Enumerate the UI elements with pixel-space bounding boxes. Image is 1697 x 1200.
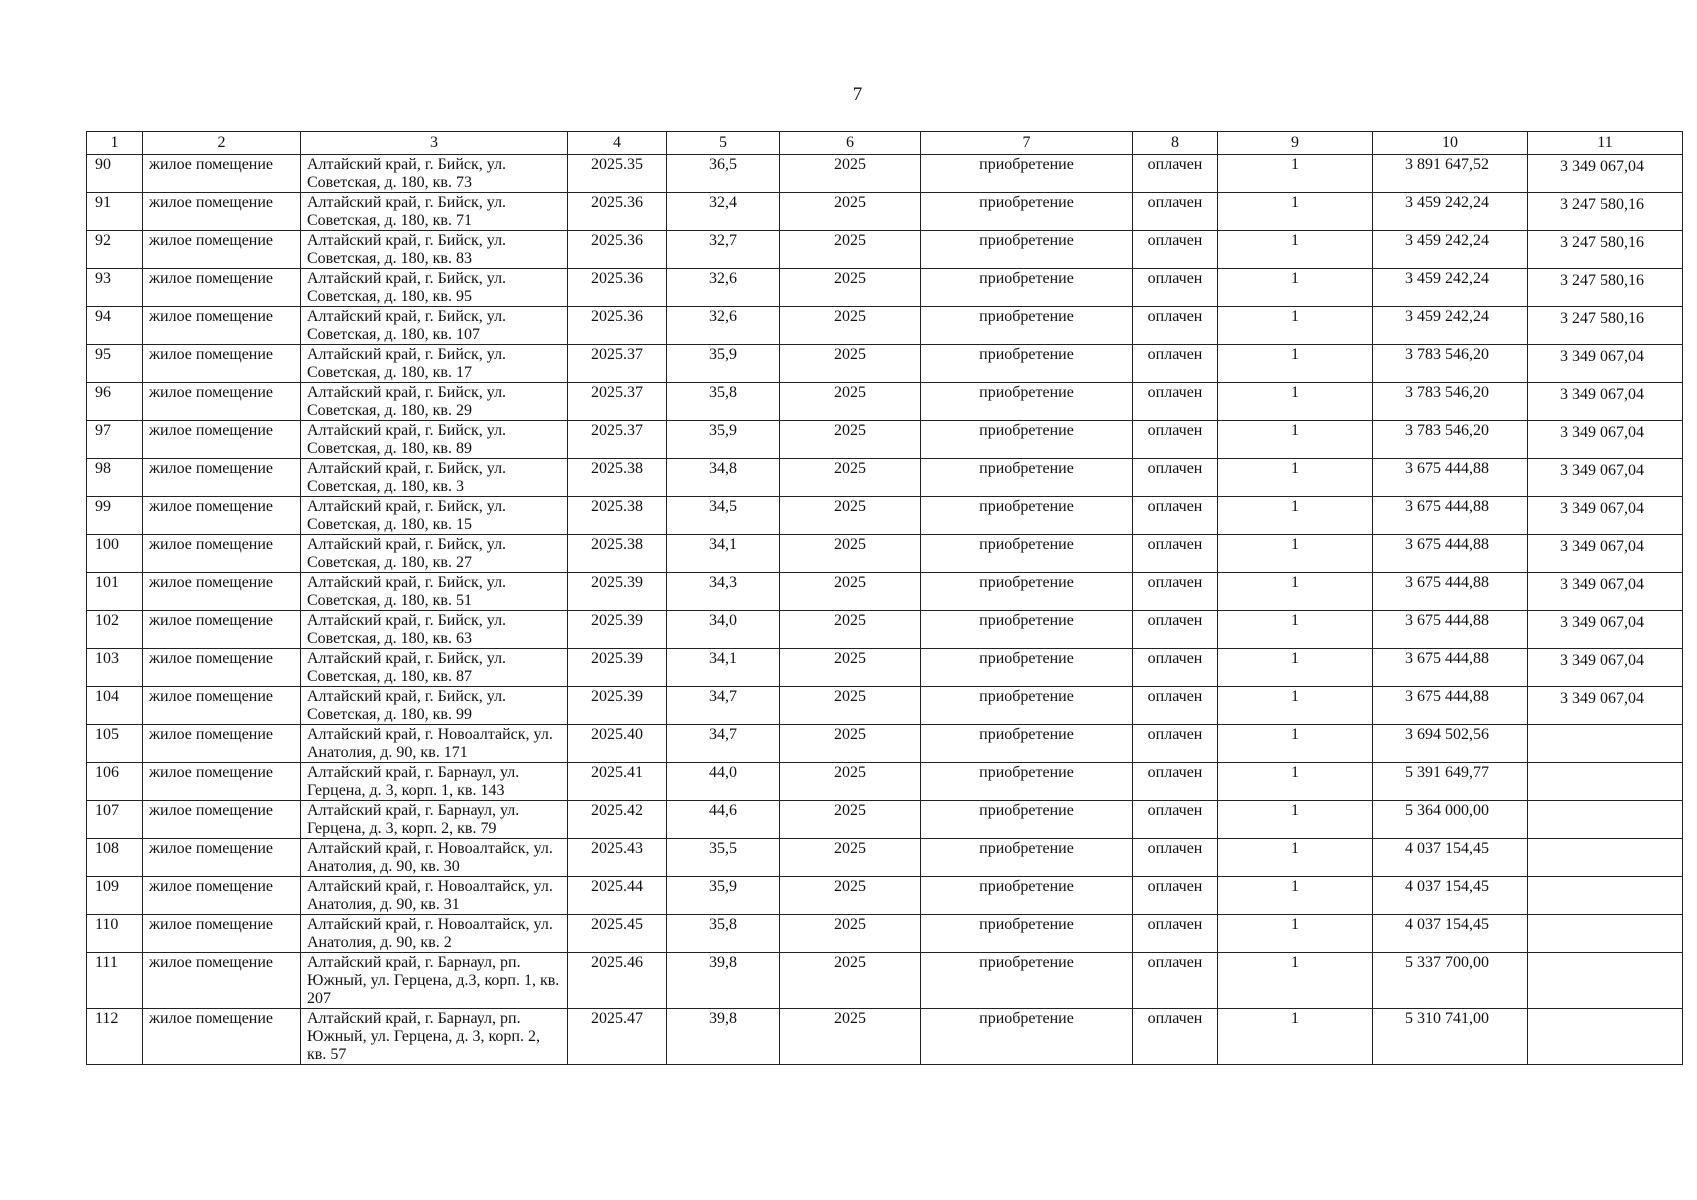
cell-status: оплачен — [1133, 383, 1218, 421]
cell-status: оплачен — [1133, 345, 1218, 383]
cell-amount-2: 3 349 067,04 — [1528, 649, 1683, 687]
cell-property-type: жилое помещение — [143, 839, 301, 877]
cell-method: приобретение — [921, 535, 1133, 573]
cell-quantity: 1 — [1218, 193, 1373, 231]
cell-number: 98 — [87, 459, 143, 497]
cell-property-type: жилое помещение — [143, 763, 301, 801]
cell-year: 2025 — [780, 877, 921, 915]
cell-amount-2 — [1528, 953, 1683, 1009]
header-row — [87, 132, 1683, 155]
cell-amount-2: 3 247 580,16 — [1528, 307, 1683, 345]
cell-year: 2025 — [780, 839, 921, 877]
cell-area: 34,3 — [667, 573, 780, 611]
cell-number: 91 — [87, 193, 143, 231]
cell-year: 2025 — [780, 231, 921, 269]
table-row — [87, 915, 1683, 953]
cell-area: 32,6 — [667, 307, 780, 345]
cell-quantity: 1 — [1218, 877, 1373, 915]
cell-quantity: 1 — [1218, 1009, 1373, 1065]
cell-property-type: жилое помещение — [143, 1009, 301, 1065]
table-row — [87, 649, 1683, 687]
cell-amount-1: 3 783 546,20 — [1373, 345, 1528, 383]
cell-amount-1: 3 891 647,52 — [1373, 155, 1528, 193]
table-header — [87, 132, 1683, 155]
cell-amount-1: 5 337 700,00 — [1373, 953, 1528, 1009]
cell-quantity: 1 — [1218, 307, 1373, 345]
header-col-1: 1 — [87, 132, 143, 155]
cell-amount-2: 3 349 067,04 — [1528, 383, 1683, 421]
cell-status: оплачен — [1133, 535, 1218, 573]
cell-code: 2025.39 — [568, 573, 667, 611]
cell-address: Алтайский край, г. Бийск, ул. Советская, д. 180, кв. 17 — [301, 345, 568, 383]
cell-area: 35,5 — [667, 839, 780, 877]
cell-number: 92 — [87, 231, 143, 269]
cell-number: 112 — [87, 1009, 143, 1065]
cell-number: 106 — [87, 763, 143, 801]
cell-code: 2025.41 — [568, 763, 667, 801]
cell-status: оплачен — [1133, 231, 1218, 269]
table-row — [87, 345, 1683, 383]
cell-amount-1: 3 459 242,24 — [1373, 193, 1528, 231]
cell-number: 93 — [87, 269, 143, 307]
cell-amount-2: 3 349 067,04 — [1528, 535, 1683, 573]
cell-quantity: 1 — [1218, 459, 1373, 497]
cell-year: 2025 — [780, 801, 921, 839]
cell-method: приобретение — [921, 269, 1133, 307]
cell-property-type: жилое помещение — [143, 649, 301, 687]
cell-number: 111 — [87, 953, 143, 1009]
cell-amount-2 — [1528, 915, 1683, 953]
cell-address: Алтайский край, г. Бийск, ул. Советская, д. 180, кв. 63 — [301, 611, 568, 649]
cell-property-type: жилое помещение — [143, 421, 301, 459]
cell-amount-1: 3 675 444,88 — [1373, 497, 1528, 535]
cell-method: приобретение — [921, 801, 1133, 839]
cell-address: Алтайский край, г. Бийск, ул. Советская, д. 180, кв. 89 — [301, 421, 568, 459]
cell-code: 2025.36 — [568, 269, 667, 307]
cell-address: Алтайский край, г. Барнаул, рп. Южный, ул. Герцена, д.3, корп. 1, кв. 207 — [301, 953, 568, 1009]
cell-property-type: жилое помещение — [143, 687, 301, 725]
cell-status: оплачен — [1133, 497, 1218, 535]
cell-year: 2025 — [780, 383, 921, 421]
table-row — [87, 1009, 1683, 1065]
cell-property-type: жилое помещение — [143, 801, 301, 839]
cell-number: 96 — [87, 383, 143, 421]
table-row — [87, 459, 1683, 497]
cell-status: оплачен — [1133, 459, 1218, 497]
cell-code: 2025.37 — [568, 383, 667, 421]
header-col-5: 5 — [667, 132, 780, 155]
table-row — [87, 687, 1683, 725]
cell-method: приобретение — [921, 307, 1133, 345]
cell-number: 94 — [87, 307, 143, 345]
cell-code: 2025.42 — [568, 801, 667, 839]
cell-amount-2 — [1528, 801, 1683, 839]
cell-address: Алтайский край, г. Новоалтайск, ул. Анатолия, д. 90, кв. 30 — [301, 839, 568, 877]
cell-area: 35,8 — [667, 915, 780, 953]
cell-property-type: жилое помещение — [143, 459, 301, 497]
table-row — [87, 193, 1683, 231]
cell-property-type: жилое помещение — [143, 383, 301, 421]
registry-table — [86, 131, 1683, 1065]
cell-status: оплачен — [1133, 421, 1218, 459]
cell-method: приобретение — [921, 649, 1133, 687]
cell-area: 34,1 — [667, 535, 780, 573]
cell-area: 34,7 — [667, 725, 780, 763]
header-col-4: 4 — [568, 132, 667, 155]
cell-amount-2 — [1528, 1009, 1683, 1065]
header-col-2: 2 — [143, 132, 301, 155]
cell-property-type: жилое помещение — [143, 535, 301, 573]
cell-property-type: жилое помещение — [143, 725, 301, 763]
cell-area: 35,9 — [667, 345, 780, 383]
cell-quantity: 1 — [1218, 649, 1373, 687]
table-row — [87, 763, 1683, 801]
cell-number: 101 — [87, 573, 143, 611]
cell-number: 107 — [87, 801, 143, 839]
cell-address: Алтайский край, г. Бийск, ул. Советская, д. 180, кв. 99 — [301, 687, 568, 725]
table-row — [87, 155, 1683, 193]
cell-amount-2 — [1528, 839, 1683, 877]
cell-quantity: 1 — [1218, 801, 1373, 839]
cell-status: оплачен — [1133, 725, 1218, 763]
cell-method: приобретение — [921, 687, 1133, 725]
cell-year: 2025 — [780, 953, 921, 1009]
cell-address: Алтайский край, г. Бийск, ул. Советская, д. 180, кв. 107 — [301, 307, 568, 345]
table-row — [87, 611, 1683, 649]
cell-number: 109 — [87, 877, 143, 915]
cell-method: приобретение — [921, 421, 1133, 459]
cell-property-type: жилое помещение — [143, 193, 301, 231]
cell-property-type: жилое помещение — [143, 877, 301, 915]
cell-method: приобретение — [921, 839, 1133, 877]
cell-area: 44,6 — [667, 801, 780, 839]
cell-area: 34,0 — [667, 611, 780, 649]
cell-status: оплачен — [1133, 155, 1218, 193]
header-col-3: 3 — [301, 132, 568, 155]
cell-quantity: 1 — [1218, 421, 1373, 459]
cell-amount-2: 3 247 580,16 — [1528, 269, 1683, 307]
cell-number: 104 — [87, 687, 143, 725]
cell-code: 2025.40 — [568, 725, 667, 763]
cell-code: 2025.38 — [568, 535, 667, 573]
cell-property-type: жилое помещение — [143, 269, 301, 307]
cell-number: 99 — [87, 497, 143, 535]
cell-number: 97 — [87, 421, 143, 459]
cell-number: 100 — [87, 535, 143, 573]
cell-amount-2: 3 349 067,04 — [1528, 611, 1683, 649]
table-row — [87, 307, 1683, 345]
cell-area: 34,8 — [667, 459, 780, 497]
cell-year: 2025 — [780, 725, 921, 763]
cell-amount-2: 3 349 067,04 — [1528, 421, 1683, 459]
cell-amount-1: 5 391 649,77 — [1373, 763, 1528, 801]
cell-quantity: 1 — [1218, 383, 1373, 421]
header-col-10: 10 — [1373, 132, 1528, 155]
cell-status: оплачен — [1133, 649, 1218, 687]
cell-status: оплачен — [1133, 573, 1218, 611]
cell-method: приобретение — [921, 1009, 1133, 1065]
cell-method: приобретение — [921, 725, 1133, 763]
cell-area: 34,1 — [667, 649, 780, 687]
table-row — [87, 269, 1683, 307]
cell-area: 32,6 — [667, 269, 780, 307]
cell-area: 35,9 — [667, 877, 780, 915]
table-body — [87, 155, 1683, 1065]
cell-address: Алтайский край, г. Барнаул, ул. Герцена, д. 3, корп. 1, кв. 143 — [301, 763, 568, 801]
cell-address: Алтайский край, г. Бийск, ул. Советская, д. 180, кв. 51 — [301, 573, 568, 611]
cell-quantity: 1 — [1218, 725, 1373, 763]
cell-number: 103 — [87, 649, 143, 687]
cell-method: приобретение — [921, 383, 1133, 421]
cell-year: 2025 — [780, 345, 921, 383]
cell-status: оплачен — [1133, 877, 1218, 915]
cell-amount-2 — [1528, 763, 1683, 801]
cell-property-type: жилое помещение — [143, 231, 301, 269]
cell-address: Алтайский край, г. Бийск, ул. Советская, д. 180, кв. 15 — [301, 497, 568, 535]
cell-quantity: 1 — [1218, 915, 1373, 953]
cell-address: Алтайский край, г. Бийск, ул. Советская, д. 180, кв. 95 — [301, 269, 568, 307]
cell-area: 32,7 — [667, 231, 780, 269]
cell-quantity: 1 — [1218, 269, 1373, 307]
cell-amount-1: 5 310 741,00 — [1373, 1009, 1528, 1065]
cell-address: Алтайский край, г. Бийск, ул. Советская, д. 180, кв. 87 — [301, 649, 568, 687]
cell-year: 2025 — [780, 193, 921, 231]
cell-amount-1: 3 694 502,56 — [1373, 725, 1528, 763]
cell-method: приобретение — [921, 193, 1133, 231]
cell-method: приобретение — [921, 231, 1133, 269]
cell-amount-1: 3 459 242,24 — [1373, 269, 1528, 307]
table-row — [87, 953, 1683, 1009]
cell-status: оплачен — [1133, 801, 1218, 839]
cell-year: 2025 — [780, 155, 921, 193]
cell-number: 108 — [87, 839, 143, 877]
cell-amount-2: 3 349 067,04 — [1528, 345, 1683, 383]
cell-amount-1: 3 459 242,24 — [1373, 231, 1528, 269]
cell-method: приобретение — [921, 155, 1133, 193]
cell-status: оплачен — [1133, 611, 1218, 649]
cell-number: 90 — [87, 155, 143, 193]
cell-quantity: 1 — [1218, 839, 1373, 877]
cell-property-type: жилое помещение — [143, 915, 301, 953]
cell-quantity: 1 — [1218, 345, 1373, 383]
cell-year: 2025 — [780, 269, 921, 307]
cell-area: 35,9 — [667, 421, 780, 459]
cell-number: 95 — [87, 345, 143, 383]
table-row — [87, 877, 1683, 915]
cell-quantity: 1 — [1218, 155, 1373, 193]
cell-method: приобретение — [921, 877, 1133, 915]
cell-code: 2025.38 — [568, 459, 667, 497]
cell-amount-1: 3 783 546,20 — [1373, 383, 1528, 421]
cell-amount-1: 4 037 154,45 — [1373, 877, 1528, 915]
cell-code: 2025.43 — [568, 839, 667, 877]
cell-property-type: жилое помещение — [143, 307, 301, 345]
cell-area: 34,5 — [667, 497, 780, 535]
cell-property-type: жилое помещение — [143, 611, 301, 649]
cell-code: 2025.36 — [568, 193, 667, 231]
cell-status: оплачен — [1133, 1009, 1218, 1065]
cell-area: 39,8 — [667, 953, 780, 1009]
cell-quantity: 1 — [1218, 611, 1373, 649]
cell-quantity: 1 — [1218, 763, 1373, 801]
cell-area: 35,8 — [667, 383, 780, 421]
cell-amount-2: 3 349 067,04 — [1528, 687, 1683, 725]
cell-code: 2025.37 — [568, 345, 667, 383]
cell-code: 2025.39 — [568, 611, 667, 649]
cell-year: 2025 — [780, 307, 921, 345]
cell-year: 2025 — [780, 497, 921, 535]
header-col-6: 6 — [780, 132, 921, 155]
cell-status: оплачен — [1133, 953, 1218, 1009]
cell-address: Алтайский край, г. Барнаул, рп. Южный, ул. Герцена, д. 3, корп. 2, кв. 57 — [301, 1009, 568, 1065]
cell-status: оплачен — [1133, 687, 1218, 725]
cell-property-type: жилое помещение — [143, 155, 301, 193]
cell-amount-2: 3 247 580,16 — [1528, 231, 1683, 269]
cell-method: приобретение — [921, 953, 1133, 1009]
cell-address: Алтайский край, г. Бийск, ул. Советская, д. 180, кв. 71 — [301, 193, 568, 231]
cell-amount-1: 3 675 444,88 — [1373, 573, 1528, 611]
cell-area: 32,4 — [667, 193, 780, 231]
cell-address: Алтайский край, г. Новоалтайск, ул. Анатолия, д. 90, кв. 2 — [301, 915, 568, 953]
table-row — [87, 497, 1683, 535]
cell-area: 39,8 — [667, 1009, 780, 1065]
table-row — [87, 725, 1683, 763]
header-col-8: 8 — [1133, 132, 1218, 155]
cell-amount-1: 3 675 444,88 — [1373, 459, 1528, 497]
cell-code: 2025.35 — [568, 155, 667, 193]
cell-status: оплачен — [1133, 269, 1218, 307]
page-number: 7 — [852, 84, 863, 105]
cell-method: приобретение — [921, 345, 1133, 383]
cell-amount-1: 3 459 242,24 — [1373, 307, 1528, 345]
cell-year: 2025 — [780, 459, 921, 497]
cell-amount-1: 3 675 444,88 — [1373, 611, 1528, 649]
cell-amount-2: 3 247 580,16 — [1528, 193, 1683, 231]
cell-amount-1: 4 037 154,45 — [1373, 839, 1528, 877]
cell-number: 102 — [87, 611, 143, 649]
cell-method: приобретение — [921, 915, 1133, 953]
cell-code: 2025.45 — [568, 915, 667, 953]
cell-year: 2025 — [780, 1009, 921, 1065]
cell-quantity: 1 — [1218, 687, 1373, 725]
table-row — [87, 573, 1683, 611]
cell-status: оплачен — [1133, 839, 1218, 877]
cell-amount-2: 3 349 067,04 — [1528, 459, 1683, 497]
cell-quantity: 1 — [1218, 231, 1373, 269]
cell-status: оплачен — [1133, 193, 1218, 231]
cell-code: 2025.38 — [568, 497, 667, 535]
cell-amount-2: 3 349 067,04 — [1528, 573, 1683, 611]
cell-code: 2025.47 — [568, 1009, 667, 1065]
cell-address: Алтайский край, г. Барнаул, ул. Герцена, д. 3, корп. 2, кв. 79 — [301, 801, 568, 839]
header-col-11: 11 — [1528, 132, 1683, 155]
cell-address: Алтайский край, г. Новоалтайск, ул. Анатолия, д. 90, кв. 31 — [301, 877, 568, 915]
cell-amount-1: 5 364 000,00 — [1373, 801, 1528, 839]
cell-year: 2025 — [780, 915, 921, 953]
cell-code: 2025.46 — [568, 953, 667, 1009]
cell-code: 2025.37 — [568, 421, 667, 459]
cell-year: 2025 — [780, 687, 921, 725]
cell-status: оплачен — [1133, 915, 1218, 953]
table-row — [87, 383, 1683, 421]
cell-amount-1: 3 675 444,88 — [1373, 535, 1528, 573]
cell-year: 2025 — [780, 573, 921, 611]
cell-code: 2025.39 — [568, 649, 667, 687]
cell-method: приобретение — [921, 459, 1133, 497]
cell-code: 2025.44 — [568, 877, 667, 915]
table-row — [87, 535, 1683, 573]
cell-code: 2025.39 — [568, 687, 667, 725]
cell-code: 2025.36 — [568, 231, 667, 269]
cell-property-type: жилое помещение — [143, 953, 301, 1009]
cell-code: 2025.36 — [568, 307, 667, 345]
table-row — [87, 231, 1683, 269]
cell-year: 2025 — [780, 649, 921, 687]
cell-number: 105 — [87, 725, 143, 763]
cell-amount-1: 3 675 444,88 — [1373, 649, 1528, 687]
cell-method: приобретение — [921, 497, 1133, 535]
cell-quantity: 1 — [1218, 953, 1373, 1009]
cell-year: 2025 — [780, 611, 921, 649]
cell-address: Алтайский край, г. Бийск, ул. Советская, д. 180, кв. 3 — [301, 459, 568, 497]
cell-amount-2 — [1528, 725, 1683, 763]
header-col-7: 7 — [921, 132, 1133, 155]
cell-address: Алтайский край, г. Бийск, ул. Советская, д. 180, кв. 29 — [301, 383, 568, 421]
cell-method: приобретение — [921, 573, 1133, 611]
table-row — [87, 801, 1683, 839]
cell-amount-1: 3 783 546,20 — [1373, 421, 1528, 459]
cell-area: 34,7 — [667, 687, 780, 725]
cell-amount-2 — [1528, 877, 1683, 915]
cell-quantity: 1 — [1218, 535, 1373, 573]
cell-method: приобретение — [921, 763, 1133, 801]
cell-property-type: жилое помещение — [143, 573, 301, 611]
cell-property-type: жилое помещение — [143, 497, 301, 535]
cell-status: оплачен — [1133, 763, 1218, 801]
cell-area: 36,5 — [667, 155, 780, 193]
cell-address: Алтайский край, г. Новоалтайск, ул. Анатолия, д. 90, кв. 171 — [301, 725, 568, 763]
cell-quantity: 1 — [1218, 573, 1373, 611]
cell-address: Алтайский край, г. Бийск, ул. Советская, д. 180, кв. 27 — [301, 535, 568, 573]
cell-number: 110 — [87, 915, 143, 953]
cell-amount-1: 4 037 154,45 — [1373, 915, 1528, 953]
cell-amount-2: 3 349 067,04 — [1528, 497, 1683, 535]
table-row — [87, 839, 1683, 877]
cell-amount-1: 3 675 444,88 — [1373, 687, 1528, 725]
cell-year: 2025 — [780, 421, 921, 459]
cell-address: Алтайский край, г. Бийск, ул. Советская, д. 180, кв. 83 — [301, 231, 568, 269]
cell-quantity: 1 — [1218, 497, 1373, 535]
cell-year: 2025 — [780, 535, 921, 573]
cell-method: приобретение — [921, 611, 1133, 649]
cell-amount-2: 3 349 067,04 — [1528, 155, 1683, 193]
cell-property-type: жилое помещение — [143, 345, 301, 383]
cell-area: 44,0 — [667, 763, 780, 801]
cell-status: оплачен — [1133, 307, 1218, 345]
table-row — [87, 421, 1683, 459]
cell-address: Алтайский край, г. Бийск, ул. Советская, д. 180, кв. 73 — [301, 155, 568, 193]
header-col-9: 9 — [1218, 132, 1373, 155]
cell-year: 2025 — [780, 763, 921, 801]
